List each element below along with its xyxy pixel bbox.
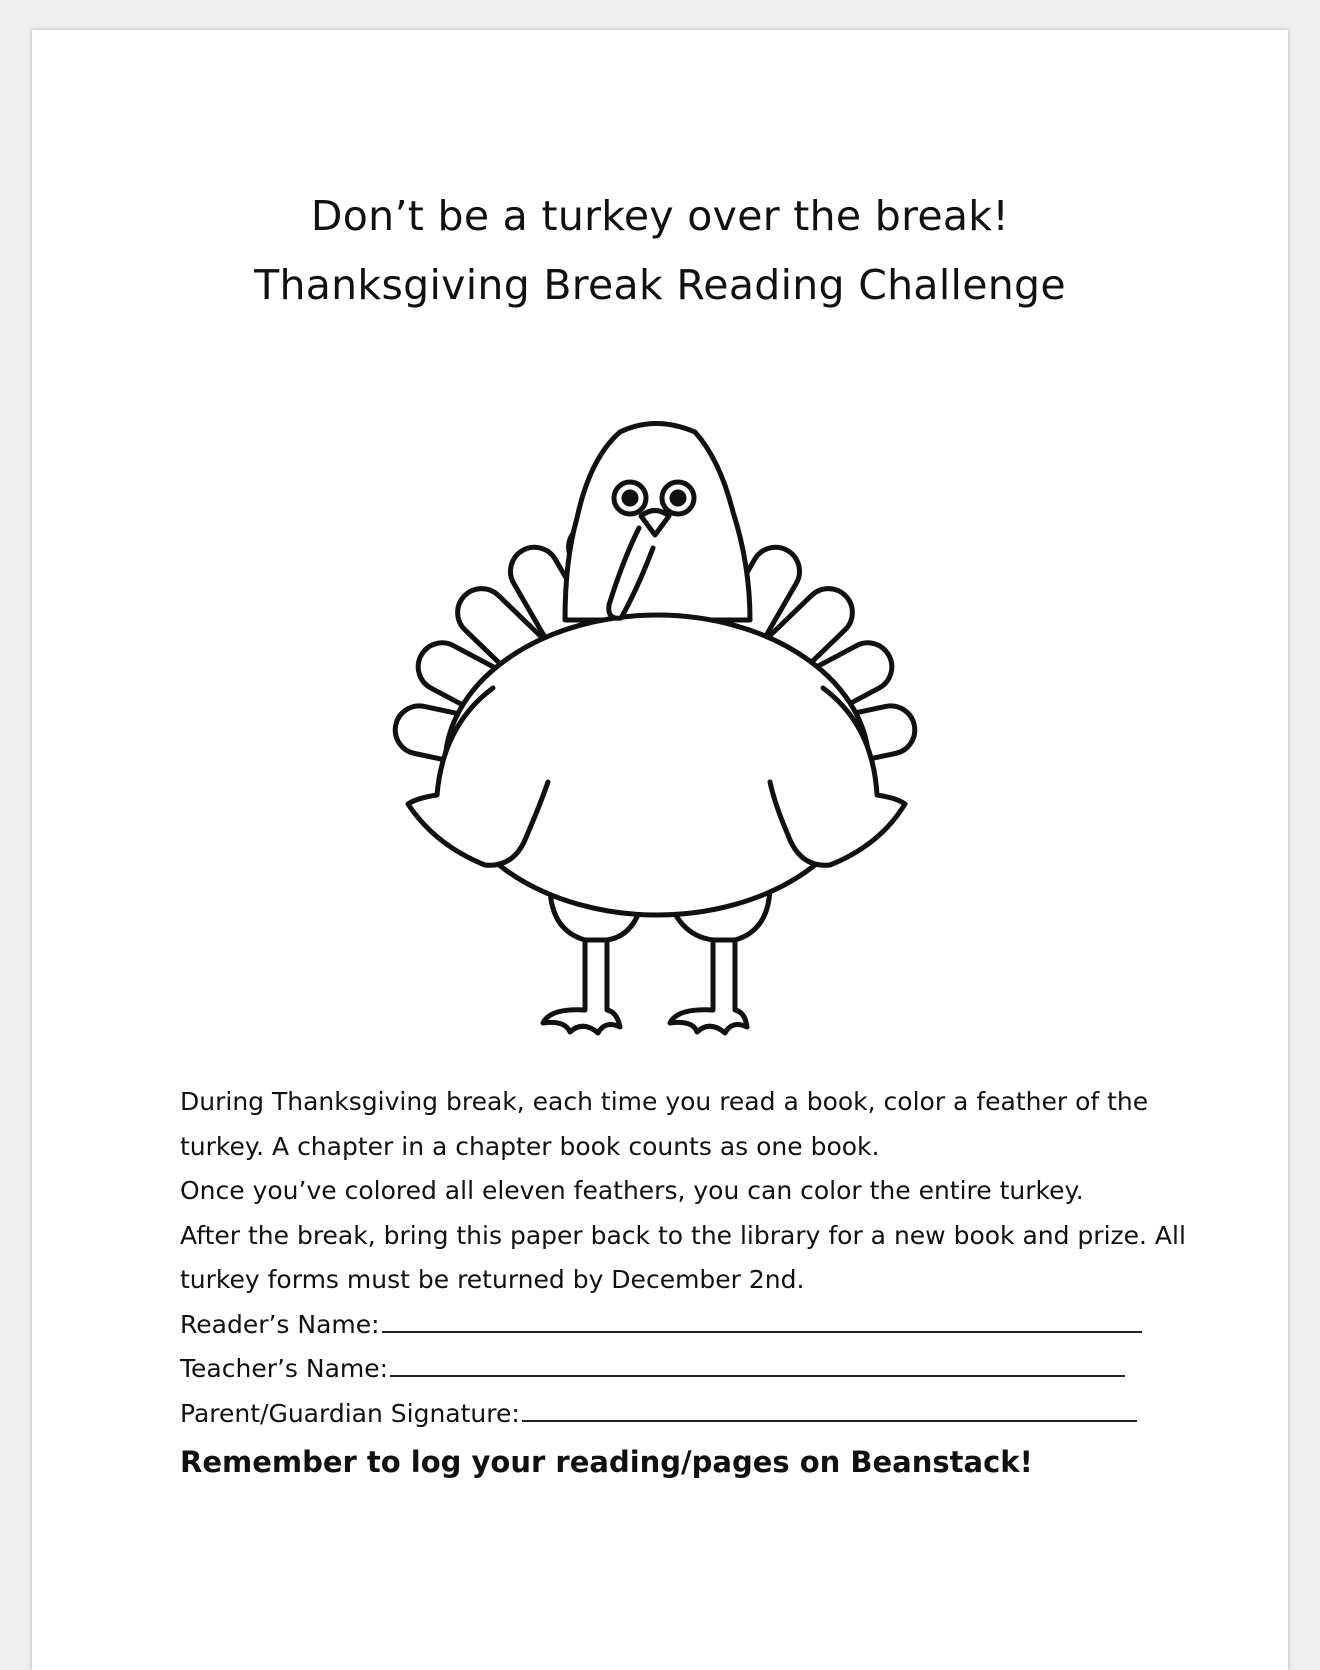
turkey-coloring-icon: [265, 320, 1045, 1050]
reader-name-field: [180, 1303, 1200, 1348]
reader-name-blank[interactable]: [382, 1305, 1142, 1333]
instructions-block: [180, 1080, 1200, 1485]
instruction-line: turkey. A chapter in a chapter book counts as one book.: [180, 1131, 880, 1161]
instruction-line: During Thanksgiving break, each time you read a book, color a feather of the: [180, 1087, 1149, 1116]
teacher-name-field: [180, 1347, 1200, 1392]
teacher-name-blank[interactable]: [390, 1349, 1125, 1377]
document-page: [32, 30, 1288, 1670]
turkey-legs: [585, 940, 735, 1010]
instruction-line: turkey forms must be returned by December 2nd.: [180, 1265, 805, 1294]
turkey-feet: [543, 1010, 747, 1033]
signature-field: [180, 1392, 1200, 1437]
instruction-line: After the break, bring this paper back to the library for a new book and prize. All: [180, 1220, 1186, 1250]
page-subtitle: Thanksgiving Break Reading Challenge: [254, 261, 1066, 309]
instruction-line: Once you’ve colored all eleven feathers, you can color the entire turkey.: [180, 1176, 1084, 1205]
beanstack-reminder: Remember to log your reading/pages on Beanstack!: [180, 1445, 1033, 1479]
signature-label: Parent/Guardian Signature:: [180, 1398, 520, 1428]
teacher-name-label: Teacher’s Name:: [180, 1354, 389, 1383]
page-title: Don’t be a turkey over the break!: [310, 192, 1010, 240]
reader-name-label: Reader’s Name:: [180, 1309, 380, 1339]
signature-blank[interactable]: [522, 1394, 1137, 1422]
